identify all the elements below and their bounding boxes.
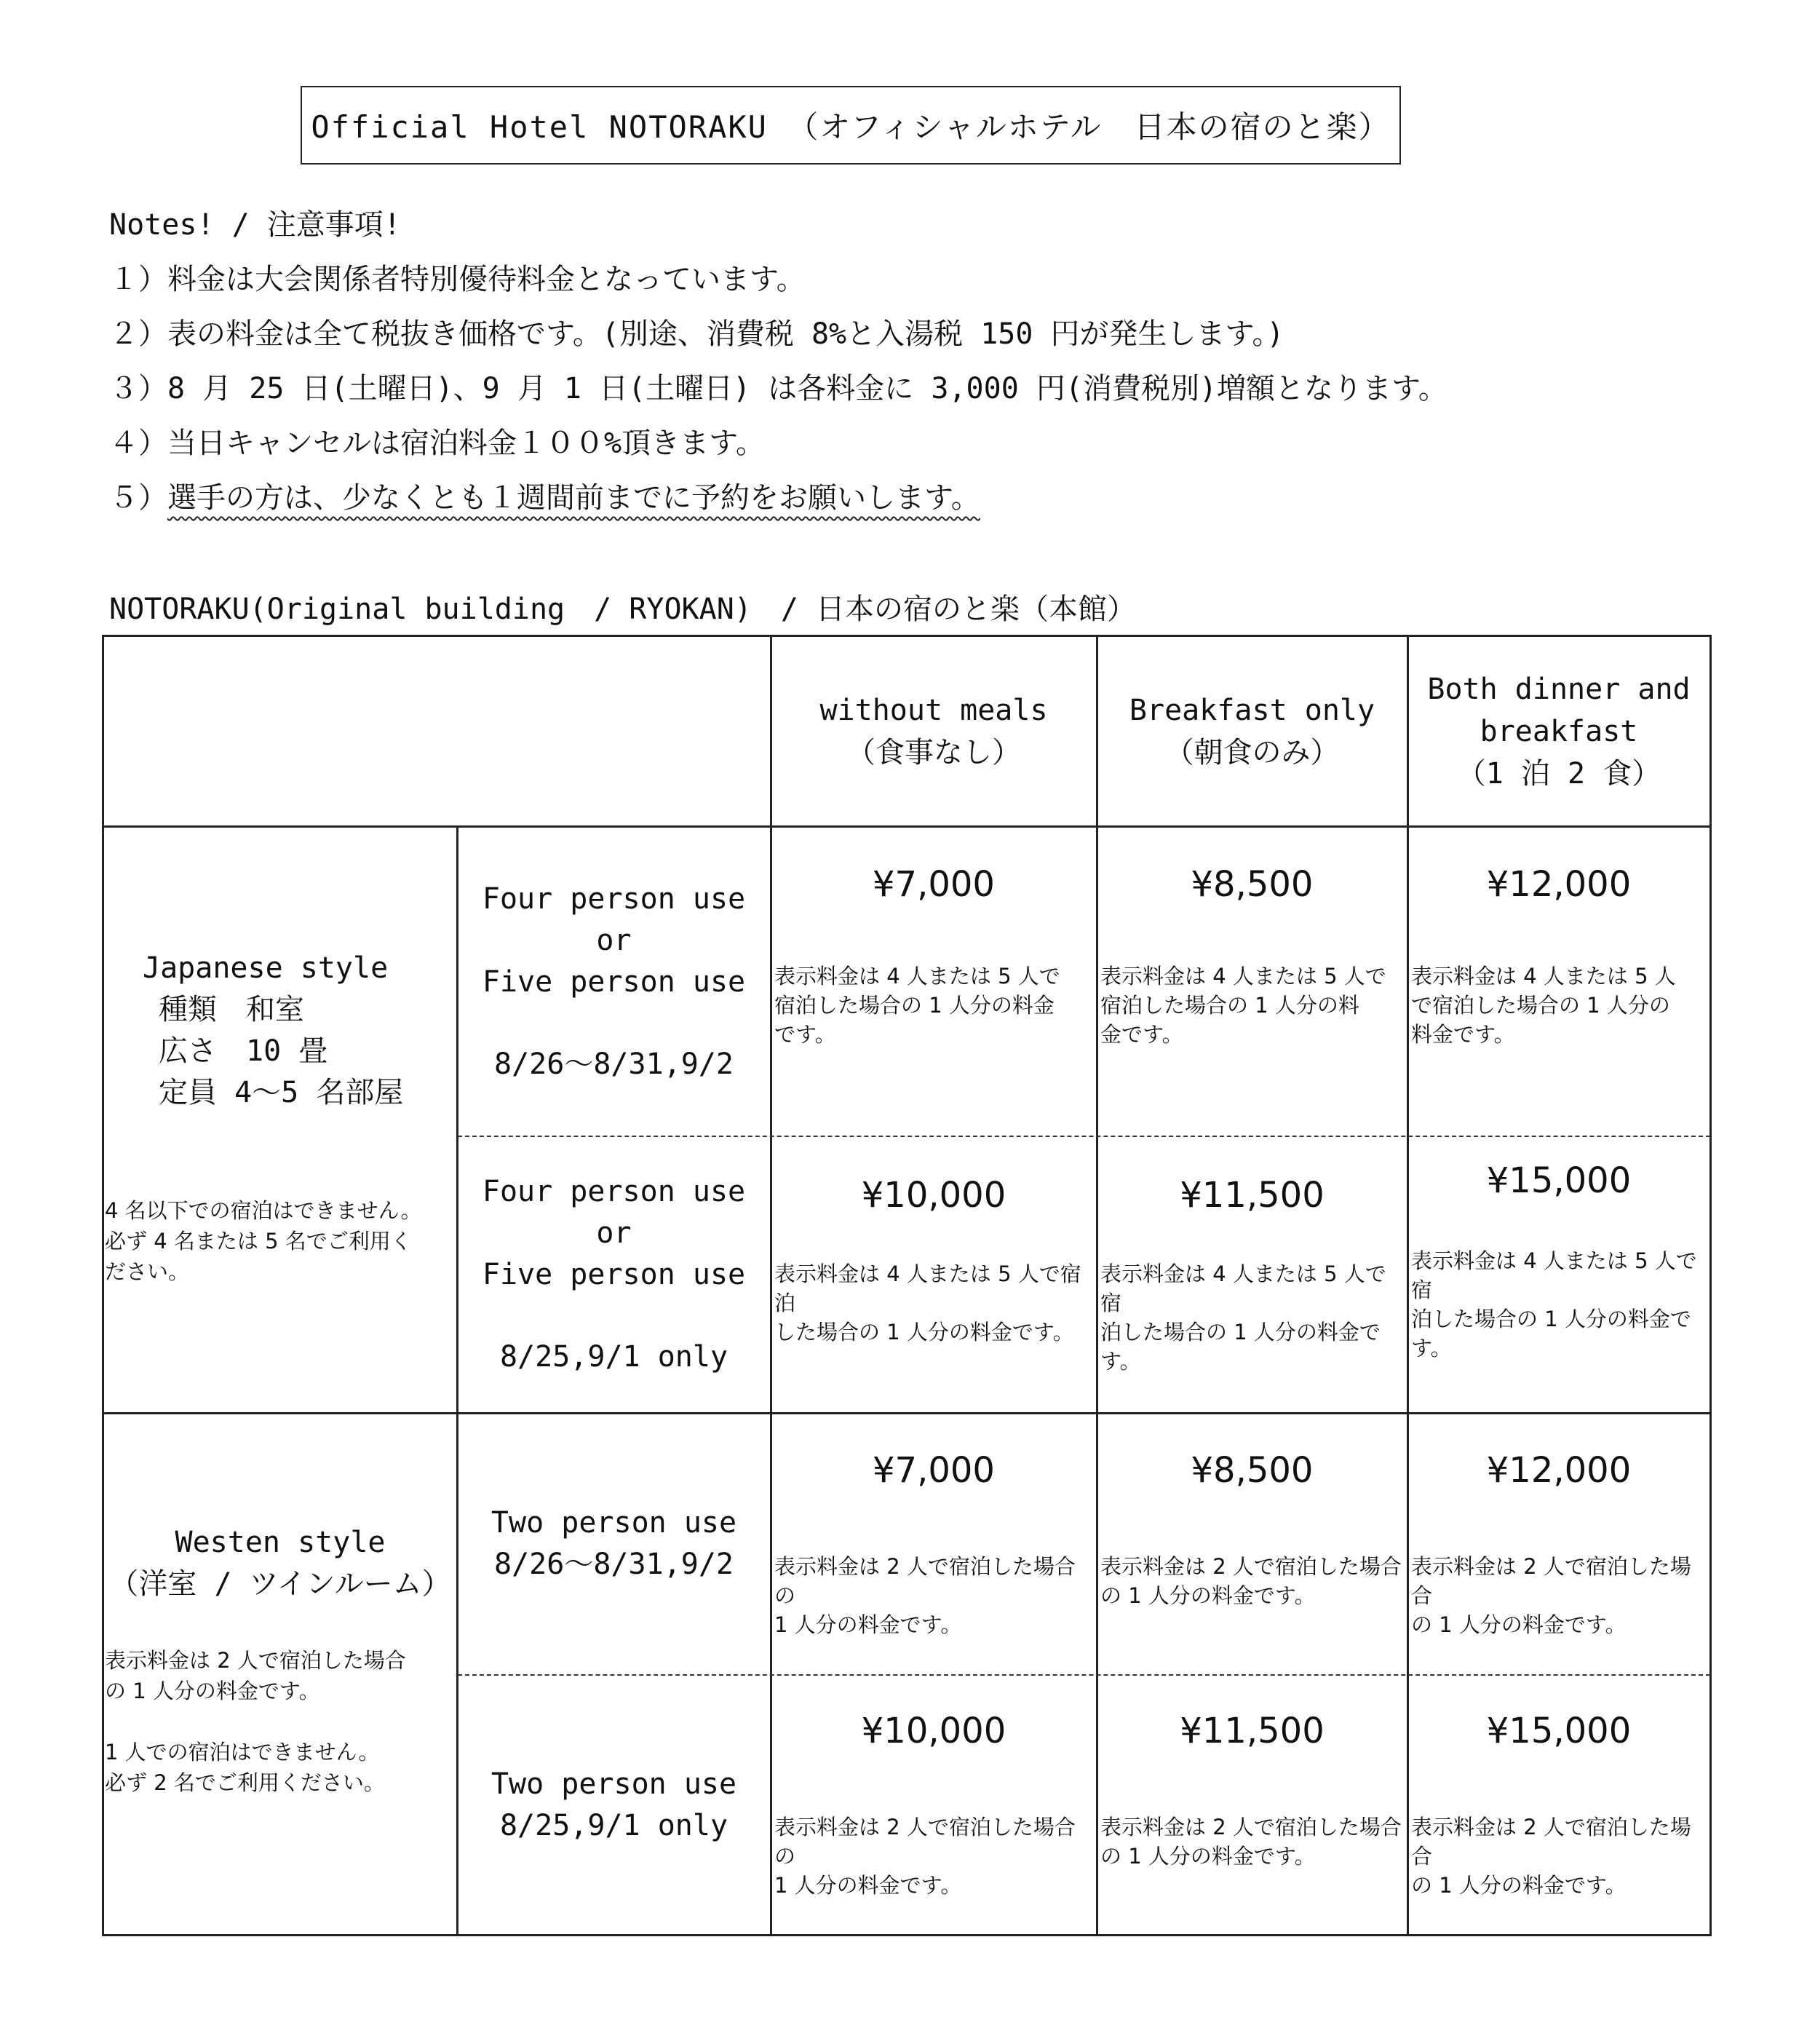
page-title: Official Hotel NOTORAKU （オフィシャルホテル 日本の宿のと楽） [301,86,1401,165]
header-breakfast-only [1097,637,1407,825]
western-room-label [104,1520,456,1607]
japanese-label-size: 広さ 10 畳 [159,1034,328,1068]
price: ¥7,000 [873,864,995,905]
note-item-5-text: 選手の方は、少なくとも１週間前までに予約をお願いします。 [167,481,980,515]
usage-dates: 8/25,9/1 only [499,1340,728,1374]
price-note: 表示料金は 2 人で宿泊した場合 の 1 人分の料金です。 [1100,1554,1402,1608]
western-room-note [105,1645,406,1798]
western-row2-usage [458,1676,770,1934]
japanese-row1-price-cell-3 [1408,828,1709,1136]
price: ¥12,000 [1486,864,1632,905]
japanese-row2-price-cell-1 [771,1137,1096,1412]
price: ¥15,000 [1486,1711,1632,1751]
western-note-line-1: 表示料金は 2 人で宿泊した場合 [105,1648,406,1673]
price: ¥12,000 [1486,1450,1632,1491]
note-item-3: ３）8 月 25 日(土曜日)、9 月 1 日(土曜日) は各料金に 3,000 円(消費税別)増額となります。 [109,372,1447,405]
usage-line-1: Four person use [482,882,746,916]
note-item-4: ４）当日キャンセルは宿泊料金１００%頂きます。 [109,427,765,460]
western-note-line-2: の 1 人分の料金です。 [105,1679,320,1703]
header-dinner-and-breakfast [1408,637,1709,825]
japanese-row2-price-cell-3 [1408,1137,1709,1412]
header-without-meals-jp: （食事なし） [846,735,1021,769]
western-label-en: Westen style [175,1526,386,1559]
header-without-meals [771,637,1096,825]
price-note: 表示料金は 2 人で宿泊した場合の 1 人分の料金です。 [774,1554,1076,1637]
western-row1-price-cell-2 [1097,1414,1407,1674]
table-border-right [1709,635,1712,1936]
note-item-5 [109,471,1447,526]
western-row1-usage [458,1414,770,1674]
japanese-label-capacity: 定員 4～5 名部屋 [159,1076,404,1109]
price: ¥11,500 [1180,1175,1325,1216]
usage-line-2: or [596,1216,632,1250]
header-dinner-and-breakfast-jp: （1 泊 2 食） [1456,756,1661,791]
price-note: 表示料金は 2 人で宿泊した場合 の 1 人分の料金です。 [1100,1815,1402,1869]
usage-line: Two person use [491,1506,737,1540]
japanese-row2-price-cell-2 [1097,1137,1407,1412]
japanese-row2-usage [458,1137,770,1412]
header-breakfast-only-jp: （朝食のみ） [1164,735,1340,769]
usage-line-2: or [596,923,632,957]
western-row2-price-cell-3 [1408,1676,1709,1934]
western-label-jp: （洋室 / ツインルーム） [109,1567,451,1601]
japanese-label-en: Japanese style [143,951,389,985]
price-note: 表示料金は 4 人または 5 人で宿 泊した場合の 1 人分の料金です。 [1100,1261,1386,1374]
price-note: 表示料金は 2 人で宿泊した場合の 1 人分の料金です。 [774,1815,1076,1898]
japanese-room-note [105,1195,421,1287]
western-row1-price-cell-3 [1408,1414,1709,1674]
usage-line-3: Five person use [482,1258,746,1291]
price: ¥10,000 [861,1711,1006,1751]
usage-dates: 8/26～8/31,9/2 [494,1047,734,1081]
price-note: 表示料金は 4 人または 5 人で 宿泊した場合の 1 人分の料 金です。 [1100,964,1386,1047]
price: ¥7,000 [873,1450,995,1491]
usage-dates: 8/26～8/31,9/2 [494,1548,734,1581]
section-title: NOTORAKU(Original building / RYOKAN) / 日本の宿のと楽（本館） [109,593,1137,626]
price-note: 表示料金は 4 人または 5 人で 宿泊した場合の 1 人分の料金 です。 [774,964,1060,1047]
usage-line-3: Five person use [482,964,746,999]
price: ¥15,000 [1486,1160,1632,1201]
price: ¥8,500 [1191,864,1314,905]
japanese-note-line-3: ださい。 [105,1259,190,1284]
table-border-bottom [102,1934,1712,1936]
japanese-row1-price-cell-2 [1097,828,1407,1136]
usage-dates: 8/25,9/1 only [499,1808,728,1842]
usage-line-1: Four person use [482,1175,746,1208]
header-without-meals-en: without meals [819,693,1048,727]
note-item-1: １）料金は大会関係者特別優待料金となっています。 [109,263,806,296]
japanese-note-line-2: 必ず 4 名または 5 名でご利用く [105,1229,412,1253]
western-row2-price-cell-2 [1097,1676,1407,1934]
western-row2-price-cell-1 [771,1676,1096,1934]
western-row1-price-cell-1 [771,1414,1096,1674]
price-note: 表示料金は 4 人または 5 人で宿泊 した場合の 1 人分の料金です。 [774,1261,1081,1344]
price: ¥8,500 [1191,1450,1314,1491]
header-breakfast-only-en: Breakfast only [1129,693,1375,727]
price-note: 表示料金は 2 人で宿泊した場合 の 1 人分の料金です。 [1411,1815,1691,1898]
table-border-left [102,635,104,1936]
price-note: 表示料金は 4 人または 5 人 で宿泊した場合の 1 人分の 料金です。 [1411,964,1676,1047]
notes-heading: Notes! / 注意事項! [109,208,401,242]
japanese-room-label [143,948,403,1114]
japanese-label-type: 種類 和室 [159,993,304,1026]
note-item-5-number: ５） [109,481,167,515]
notes-section [109,198,1447,526]
japanese-row1-price-cell-1 [771,828,1096,1136]
japanese-row1-usage [458,828,770,1136]
price: ¥11,500 [1180,1711,1325,1751]
western-note-line-3: 1 人での宿泊はできません。 [105,1740,380,1764]
price: ¥10,000 [861,1175,1006,1216]
rate-table [102,635,1712,1936]
western-note-line-4: 必ず 2 名でご利用ください。 [105,1770,385,1795]
price-note: 表示料金は 4 人または 5 人で宿 泊した場合の 1 人分の料金で す。 [1411,1248,1697,1360]
header-dinner-and-breakfast-en1: Both dinner and [1427,672,1691,706]
japanese-note-line-1: 4 名以下での宿泊はできません。 [105,1198,422,1223]
header-dinner-and-breakfast-en2: breakfast [1480,714,1638,748]
price-note: 表示料金は 2 人で宿泊した場合 の 1 人分の料金です。 [1411,1554,1691,1637]
usage-line: Two person use [491,1767,737,1801]
note-item-2: ２）表の料金は全て税抜き価格です。(別途、消費税 8%と入湯税 150 円が発生します。) [109,317,1284,351]
